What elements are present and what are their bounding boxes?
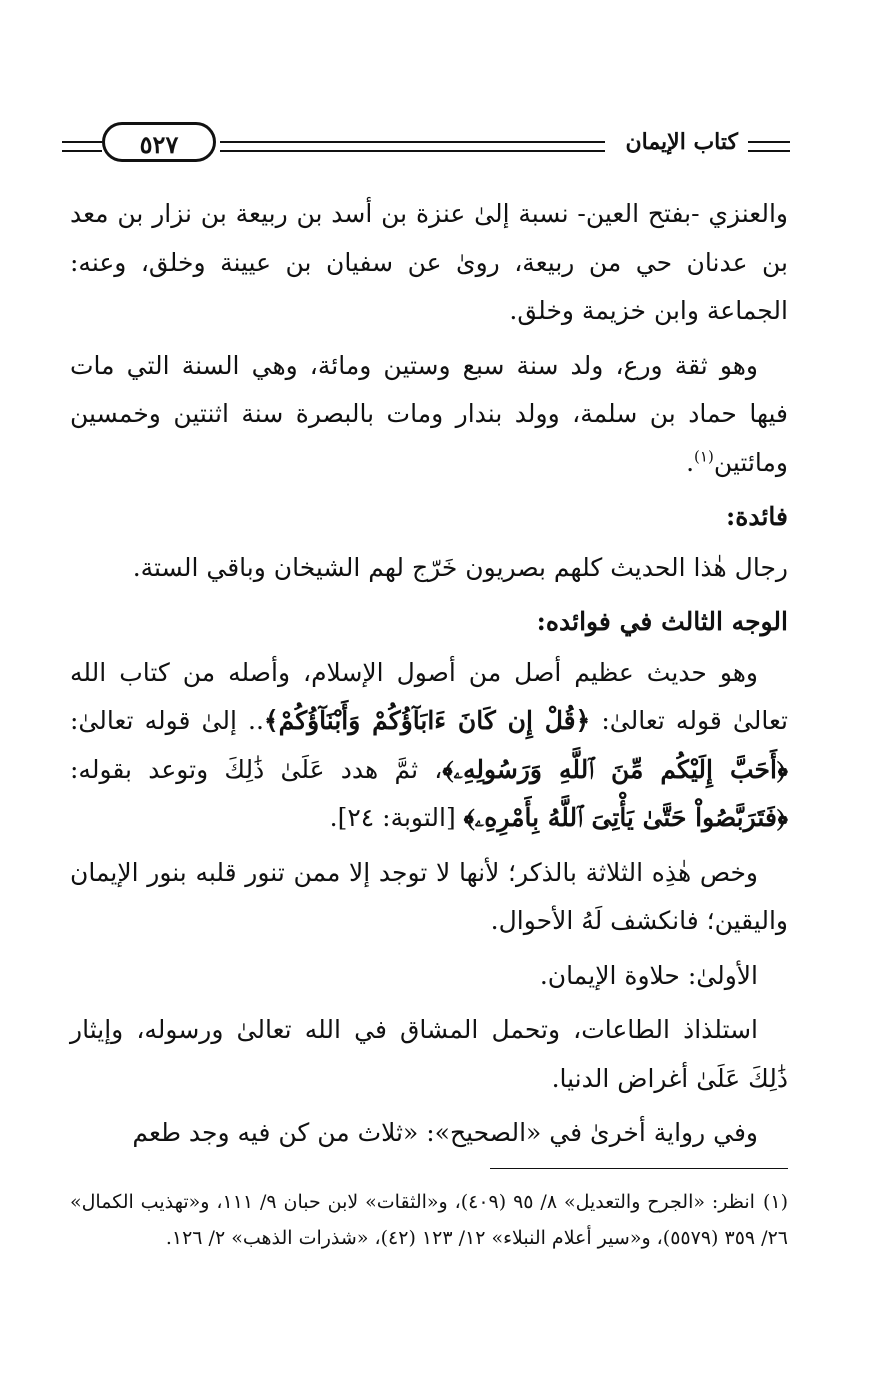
footnotes bbox=[70, 1184, 788, 1256]
paragraph-text: .. إلىٰ قوله تعالىٰ: bbox=[70, 706, 264, 735]
footnote-text: انظر: «الجرح والتعديل» ٨/ ٩٥ (٤٠٩)، و«الثقات» لابن حبان ٩/ ١١١، و«تهذيب الكمال» ٢٦/ ٣٥٩ (٥٥٧٩)، و«سير أعلام النبلاء» ١٢/ ١٢٣ (٤٢)، «شذرات الذهب» ٢/ ١٢٦. bbox=[70, 1191, 788, 1249]
paragraph-end: . bbox=[686, 447, 695, 477]
paragraph-text: وهو ثقة ورع، ولد سنة سبع وستين ومائة، وهي السنة التي مات فيها حماد بن سلمة، وولد بندار ومات بالبصرة سنة اثنتين وخمسين ومائتين bbox=[70, 350, 788, 477]
footnote-ref: (١) bbox=[694, 447, 714, 466]
quran-verse: ﴿فَتَرَبَّصُواْ حَتَّىٰ يَأْتِىَ ٱللَّهُ بِأَمْرِهِۦ﴾ bbox=[463, 803, 788, 832]
footnote-divider bbox=[490, 1168, 788, 1169]
page-header bbox=[62, 118, 790, 168]
paragraph-anazi: والعنزي -بفتح العين- نسبة إلىٰ عنزة بن أسد بن ربيعة بن نزار بن معد بن عدنان حي من ربيعة، رویٰ عن سفيان بن عيينة وخلق، وعنه: الجماعة وابن خزيمة وخلق. bbox=[70, 199, 788, 325]
paragraph-riwaya: وفي رواية أخرىٰ في «الصحيح»: «ثلاث من كن فيه وجد طعم bbox=[132, 1118, 758, 1147]
paragraph-thiqa bbox=[70, 342, 788, 488]
paragraph-rijal: رجال هٰذا الحديث كلهم بصريون خَرّج لهم الشيخان وباقي الستة. bbox=[132, 552, 788, 582]
main-text bbox=[70, 190, 788, 1164]
heading-faida: فائدة: bbox=[726, 502, 788, 531]
paragraph-text: ، ثمَّ هدد عَلَىٰ ذَٰلِكَ وتوعد بقوله: bbox=[70, 754, 443, 784]
header-rule-right bbox=[748, 141, 790, 152]
footnote-number: (١) bbox=[762, 1191, 788, 1213]
paragraph-text: وهو حديث عظيم أصل من أصول الإسلام، وأصله من كتاب الله تعالىٰ قوله تعالىٰ: bbox=[70, 657, 788, 735]
heading-third-aspect: الوجه الثالث في فوائده: bbox=[536, 607, 788, 636]
paragraph-istildhadh: استلذاذ الطاعات، وتحمل المشاق في الله تعالىٰ ورسوله، وإيثار ذَٰلِكَ عَلَىٰ أغراض الدنيا. bbox=[70, 1015, 788, 1093]
verse-citation: [التوبة: ٢٤]. bbox=[329, 803, 464, 832]
header-rule-middle bbox=[220, 141, 605, 152]
quran-verse: ﴿قُلْ إِن كَانَ ءَابَآؤُكُمْ وَأَبْنَآؤُكُمْ﴾ bbox=[263, 706, 591, 735]
paragraph-hadith bbox=[70, 649, 788, 843]
paragraph-khass: وخص هٰذِه الثلاثة بالذكر؛ لأنها لا توجد إلا ممن تنور قلبه بنور الإيمان واليقين؛ فانكشف لَهُ الأحوال. bbox=[70, 857, 788, 935]
quran-verse: ﴿أَحَبَّ إِلَيْكُم مِّنَ ٱللَّهِ وَرَسُولِهِۦ﴾ bbox=[442, 754, 788, 784]
page-number: ٥٢٧ bbox=[102, 122, 216, 162]
paragraph-first: الأولىٰ: حلاوة الإيمان. bbox=[539, 960, 758, 990]
header-rule-left bbox=[62, 141, 102, 152]
chapter-title: كتاب الإيمان bbox=[625, 129, 738, 155]
